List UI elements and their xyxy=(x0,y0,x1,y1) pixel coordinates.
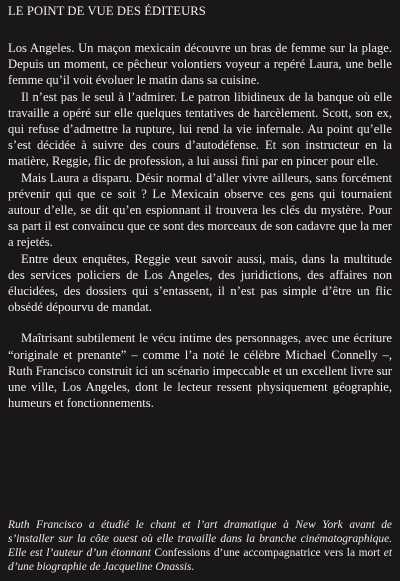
paragraph-investigation: Entre deux enquêtes, Reggie veut savoir aussi, mais, dans la multitude des services policiers de Los Angeles, des juridictions, des affaires non élucidées, des dossiers qui s’entassent, il n’est pas simple d’être un flic obsédé dépourvu de mandat. xyxy=(8,251,392,315)
author-bio-text-end: et d’une biographie de Jacqueline Onassis. xyxy=(8,547,392,573)
paragraph-admirers: Il n’est pas le seul à l’admirer. Le patron libidineux de la banque où elle travaille a opéré sur elle quelques tentatives de harcèlement. Scott, son ex, qui refuse d’admettre la rupture, lui rend la vie infernale. Au point qu’elle s’est décidée à suivre des cours d’autodéfense. Et son instructeur en la matière, Reggie, flic de profession, a lui aussi fini par en pincer pour elle. xyxy=(8,89,392,169)
section-heading: LE POINT DE VUE DES ÉDITEURS xyxy=(8,4,206,18)
book-title: Confessions d’une accompagnatrice vers la mort xyxy=(154,547,381,559)
author-bio-text: Ruth Francisco a étudié le chant et l’art dramatique à New York avant de s’installer sur la côte ouest où elle travaille dans la branche cinématographique. Elle est l’auteur d’un étonnant xyxy=(8,519,392,559)
paragraph-disappearance: Mais Laura a disparu. Désir normal d’aller vivre ailleurs, sans forcément prévenir qui que ce soit ? Le Mexicain observe ces gens qui tournaient autour d’elle, se dit qu’en espionnant il trouvera les clés du mystère. Pour sa part il est convaincu que ce sont des morceaux de son cadavre que la mer a rejetés. xyxy=(8,170,392,250)
paragraph-intro: Los Angeles. Un maçon mexicain découvre un bras de femme sur la plage. Depuis un moment, ce pêcheur volontiers voyeur a repéré Laura, une belle femme qu’il voit évoluer le matin dans sa cuisine. xyxy=(8,41,392,88)
publisher-text xyxy=(8,3,392,411)
paragraph-gap xyxy=(8,315,392,330)
paragraph-review: Maîtrisant subtilement le vécu intime des personnages, avec une écriture “originale et prenante” – comme l’a noté le célèbre Michael Connelly –, Ruth Francisco construit ici un scénario impeccable et un excellent livre sur une ville, Los Angeles, dont le lecteur ressent physiquement géographie, humeurs et fonctionnements. xyxy=(8,331,392,411)
author-bio xyxy=(8,518,392,574)
